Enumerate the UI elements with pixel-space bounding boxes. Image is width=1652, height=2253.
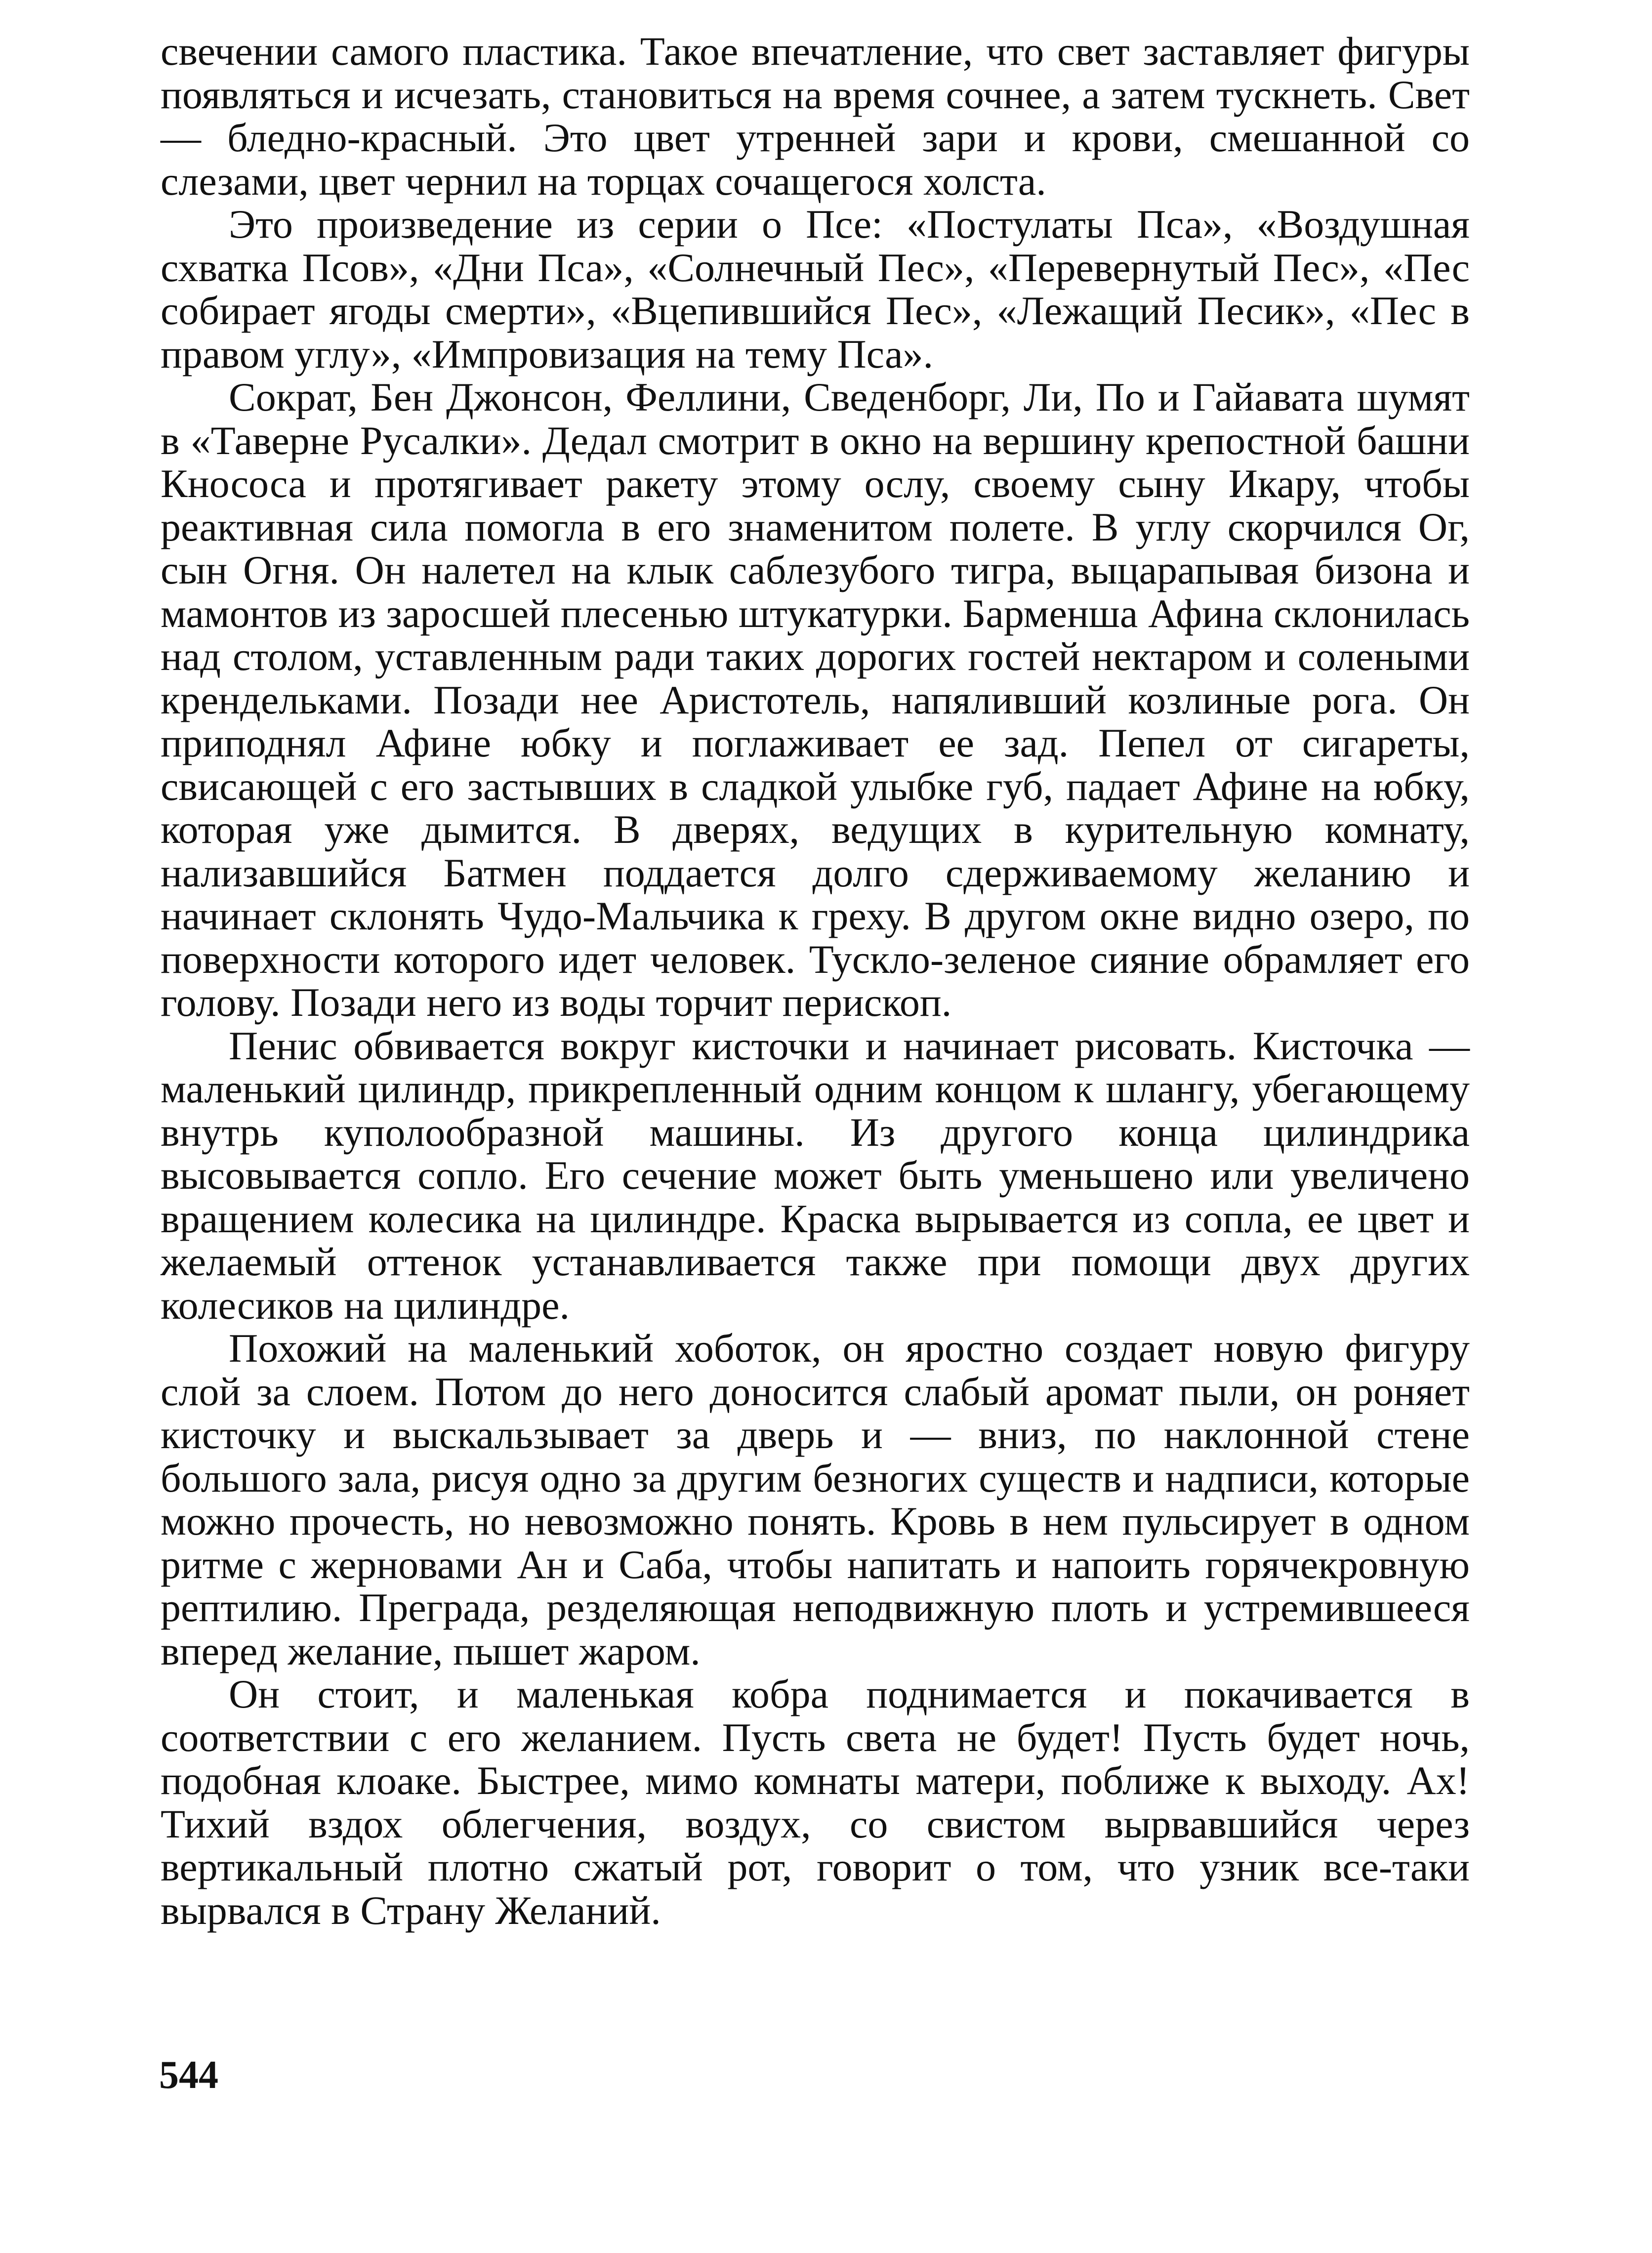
body-text <box>161 30 1470 1932</box>
paragraph: Это произведение из серии о Псе: «Постулаты Пса», «Воздушная схватка Псов», «Дни Пса», «Солнечный Пес», «Перевернутый Пес», «Пес собирает ягоды смерти», «Вцепившийся Пес», «Лежащий Песик», «Пес в правом углу», «Импровизация на тему Пса». <box>161 202 1470 376</box>
paragraph: Сократ, Бен Джонсон, Феллини, Сведенборг, Ли, По и Гайавата шумят в «Таверне Русалки». Дедал смотрит в окно на вершину крепостной башни Кнососа и протягивает ракету этому ослу, своему сыну Икару, чтобы реактивная сила помогла в его знаменитом полете. В углу скорчился Ог, сын Огня. Он налетел на клык саблезубого тигра, выцарапывая бизона и мамонтов из заросшей плесенью штукатурки. Барменша Афина склонилась над столом, уставленным ради таких дорогих гостей нектаром и солеными крендельками. Позади нее Аристотель, напяливший козлиные рога. Он приподнял Афине юбку и поглаживает ее зад. Пепел от сигареты, свисающей с его застывших в сладкой улыбке губ, падает Афине на юбку, которая уже дымится. В дверях, ведущих в курительную комнату, нализавшийся Батмен поддается долго сдерживаемому желанию и начинает склонять Чудо-Мальчика к греху. В другом окне видно озеро, по поверхности которого идет человек. Тускло-зеленое сияние обрамляет его голову. Позади него из воды торчит перископ. <box>161 375 1470 1025</box>
page-number: 544 <box>159 2053 218 2097</box>
paragraph: Пенис обвивается вокруг кисточки и начинает рисовать. Кисточка — маленький цилиндр, прикрепленный одним концом к шлангу, убегающему внутрь куполообразной машины. Из другого конца цилиндрика высовывается сопло. Его сечение может быть уменьшено или увеличено вращением колесика на цилиндре. Краска вырывается из сопла, ее цвет и желаемый оттенок устанавливается также при помощи двух других колесиков на цилиндре. <box>161 1023 1470 1328</box>
paragraph-continued: свечении самого пластика. Такое впечатление, что свет заставляет фигуры появляться и исчезать, становиться на время сочнее, а затем тускнеть. Свет — бледно-красный. Это цвет утренней зари и крови, смешанной со слезами, цвет чернил на торцах сочащегося холста. <box>161 29 1470 204</box>
paragraph: Он стоит, и маленькая кобра поднимается и покачивается в соответствии с его желанием. Пусть света не будет! Пусть будет ночь, подобная клоаке. Быстрее, мимо комнаты матери, поближе к выходу. Ах! Тихий вздох облегчения, воздух, со свистом вырвавшийся через вертикальный плотно сжатый рот, говорит о том, что узник все-таки вырвался в Страну Желаний. <box>161 1671 1470 1933</box>
paragraph: Похожий на маленький хоботок, он яростно создает новую фигуру слой за слоем. Потом до него доносится слабый аромат пыли, он роняет кисточку и выскальзывает за дверь и — вниз, по наклонной стене большого зала, рисуя одно за другим безногих существ и надписи, которые можно прочесть, но невозможно понять. Кровь в нем пульсирует в одном ритме с жерновами Ан и Саба, чтобы напитать и напоить горячекровную рептилию. Преграда, резделяющая неподвижную плоть и устремившееся вперед желание, пышет жаром. <box>161 1326 1470 1673</box>
